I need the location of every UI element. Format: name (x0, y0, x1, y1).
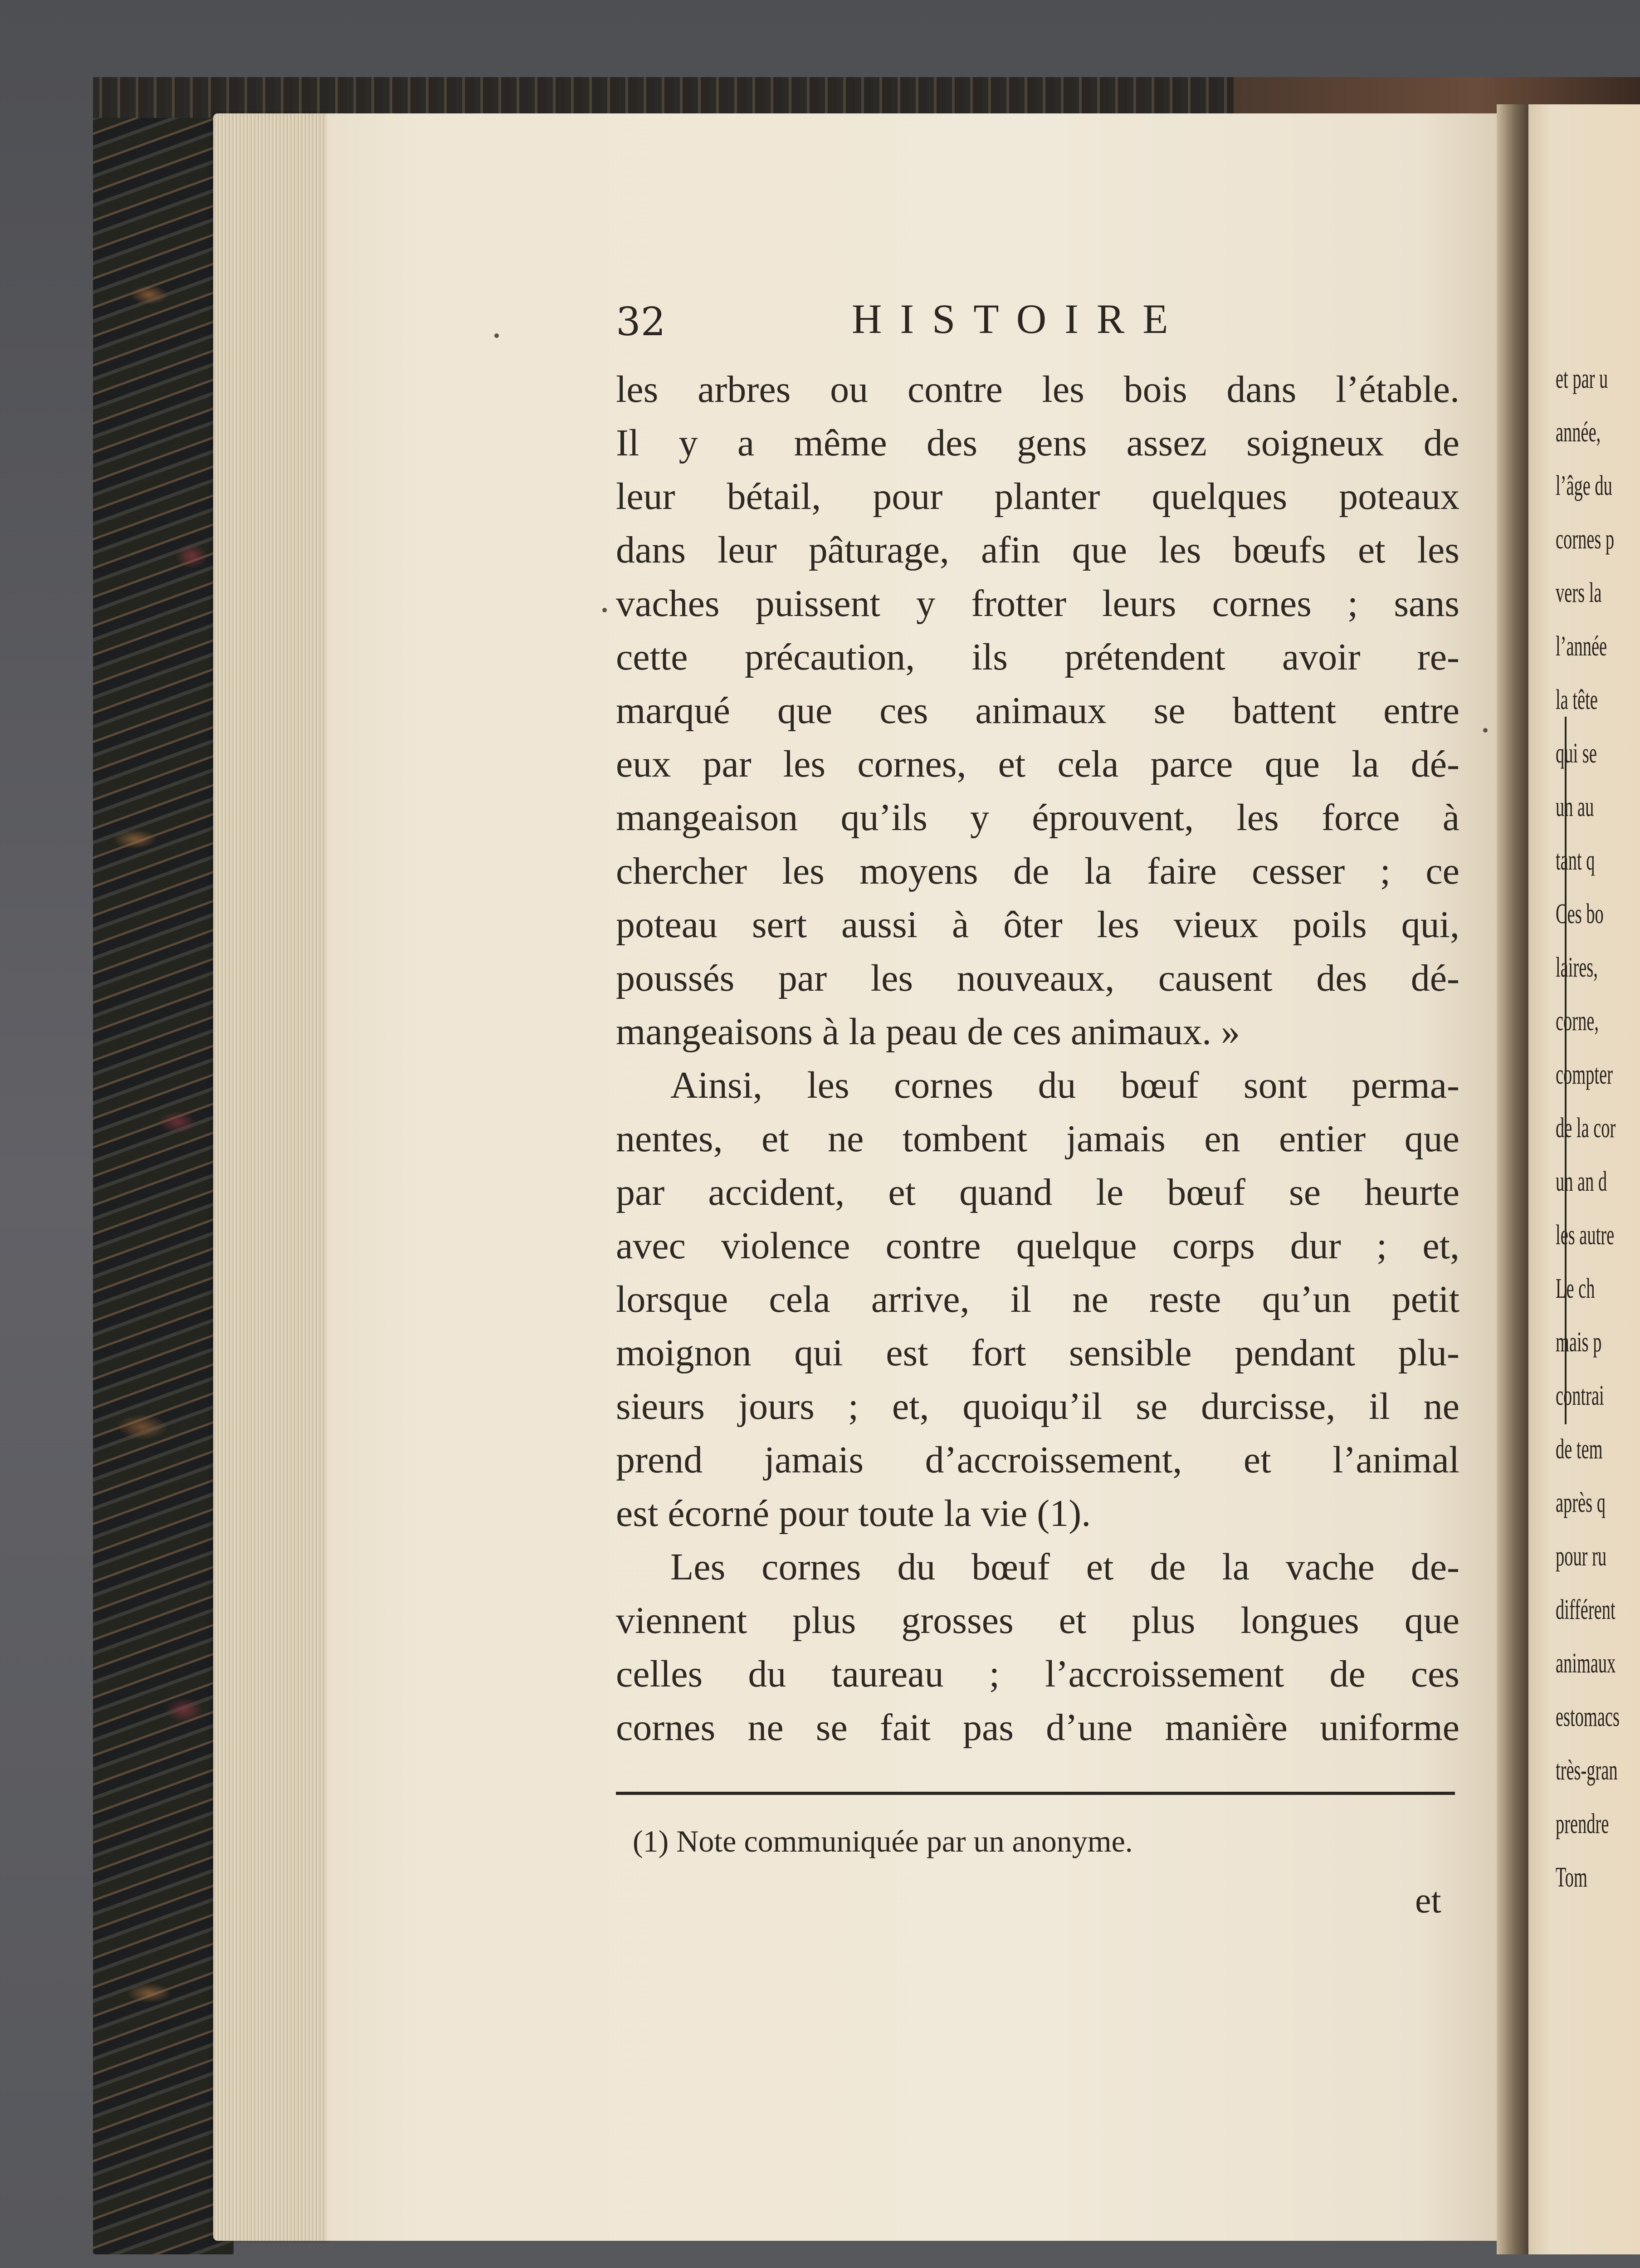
text-line: nentes, et ne tombent jamais en entier que (616, 1118, 1459, 1160)
facing-page-line: très-gran (1556, 1755, 1618, 1786)
facing-page-line: différent (1556, 1594, 1616, 1625)
facing-page-line: qui se (1556, 738, 1597, 769)
text-line: Les cornes du bœuf et de la vache de- (670, 1546, 1459, 1588)
facing-page-line: contrai (1556, 1380, 1604, 1411)
text-line: avec violence contre quelque corps dur ; et, (616, 1225, 1459, 1267)
body-text (616, 363, 1459, 1755)
book-gutter (1497, 104, 1533, 2254)
facing-page-line: l’âge du (1556, 470, 1612, 501)
page-edges (213, 113, 331, 2241)
facing-page-line: de tem (1556, 1434, 1603, 1465)
facing-page-line: un au (1556, 792, 1594, 822)
speck (494, 333, 499, 338)
facing-page-line: mais p (1556, 1327, 1602, 1358)
text-line: leur bétail, pour planter quelques poteaux (616, 475, 1459, 518)
text-line: eux par les cornes, et cela parce que la dé- (616, 743, 1459, 785)
text-line: marqué que ces animaux se battent entre (616, 689, 1459, 732)
text-line: celles du taureau ; l’accroissement de ces (616, 1653, 1459, 1695)
text-line: par accident, et quand le bœuf se heurte (616, 1171, 1459, 1213)
text-line: cornes ne se fait pas d’une manière uniforme (616, 1706, 1459, 1749)
facing-page-line: laires, (1556, 952, 1598, 983)
facing-page-line: vers la (1556, 577, 1602, 608)
text-line: moignon qui est fort sensible pendant plu- (616, 1332, 1459, 1374)
text-line: poussés par les nouveaux, causent des dé- (616, 957, 1459, 999)
text-line: sieurs jours ; et, quoiqu’il se durcisse, il ne (616, 1385, 1459, 1427)
text-line: mangeaison qu’ils y éprouvent, les force à (616, 797, 1459, 839)
text-line: cette précaution, ils prétendent avoir re- (616, 636, 1459, 678)
running-title: HISTOIRE (852, 296, 1186, 342)
text-line: chercher les moyens de la faire cesser ; ce (616, 850, 1459, 892)
text-line: viennent plus grosses et plus longues que (616, 1599, 1459, 1642)
facing-page-line: Ces bo (1556, 899, 1604, 929)
text-line: mangeaisons à la peau de ces animaux. » (616, 1011, 1240, 1053)
facing-page-line: Le ch (1556, 1273, 1595, 1304)
page-header (616, 295, 1459, 349)
footnote: (1) Note communiquée par un anonyme. (633, 1824, 1133, 1858)
facing-page (1528, 104, 1640, 2254)
facing-page-line: les autre (1556, 1220, 1615, 1251)
facing-page-line: après q (1556, 1487, 1606, 1518)
facing-page-line: compter (1556, 1059, 1613, 1090)
text-line: dans leur pâturage, afin que les bœufs et les (616, 529, 1459, 571)
facing-page-line: la tête (1556, 684, 1598, 715)
facing-page-line: pour ru (1556, 1541, 1607, 1572)
facing-page-line: année, (1556, 417, 1601, 448)
speck (602, 608, 607, 612)
facing-page-line: l’année (1556, 631, 1607, 662)
text-line: poteau sert aussi à ôter les vieux poils qui, (616, 904, 1459, 946)
text-line: les arbres ou contre les bois dans l’étable. (616, 368, 1459, 411)
facing-page-line: prendre (1556, 1809, 1609, 1839)
text-line: Il y a même des gens assez soigneux de (616, 422, 1459, 464)
text-line: Ainsi, les cornes du bœuf sont perma- (670, 1064, 1459, 1106)
facing-page-line: tant q (1556, 845, 1595, 876)
speck (1483, 728, 1488, 733)
facing-page-line: et par u (1556, 363, 1608, 394)
facing-page-line: estomacs (1556, 1701, 1620, 1732)
text-line: prend jamais d’accroissement, et l’animal (616, 1439, 1459, 1481)
facing-page-line: de la cor (1556, 1113, 1616, 1144)
catchword: et (1415, 1881, 1441, 1921)
footnote-rule (616, 1792, 1455, 1795)
text-line: lorsque cela arrive, il ne reste qu’un petit (616, 1278, 1459, 1320)
facing-page-line: animaux (1556, 1648, 1616, 1679)
text-line: vaches puissent y frotter leurs cornes ; sans (616, 582, 1459, 625)
facing-page-line: corne, (1556, 1006, 1599, 1036)
facing-page-line: Tom (1556, 1862, 1587, 1893)
facing-page-line: cornes p (1556, 524, 1615, 555)
marbled-cover (93, 77, 234, 2254)
facing-page-line: un an d (1556, 1166, 1607, 1197)
text-line: est écorné pour toute la vie (1). (616, 1492, 1091, 1535)
page-number: 32 (616, 299, 666, 345)
